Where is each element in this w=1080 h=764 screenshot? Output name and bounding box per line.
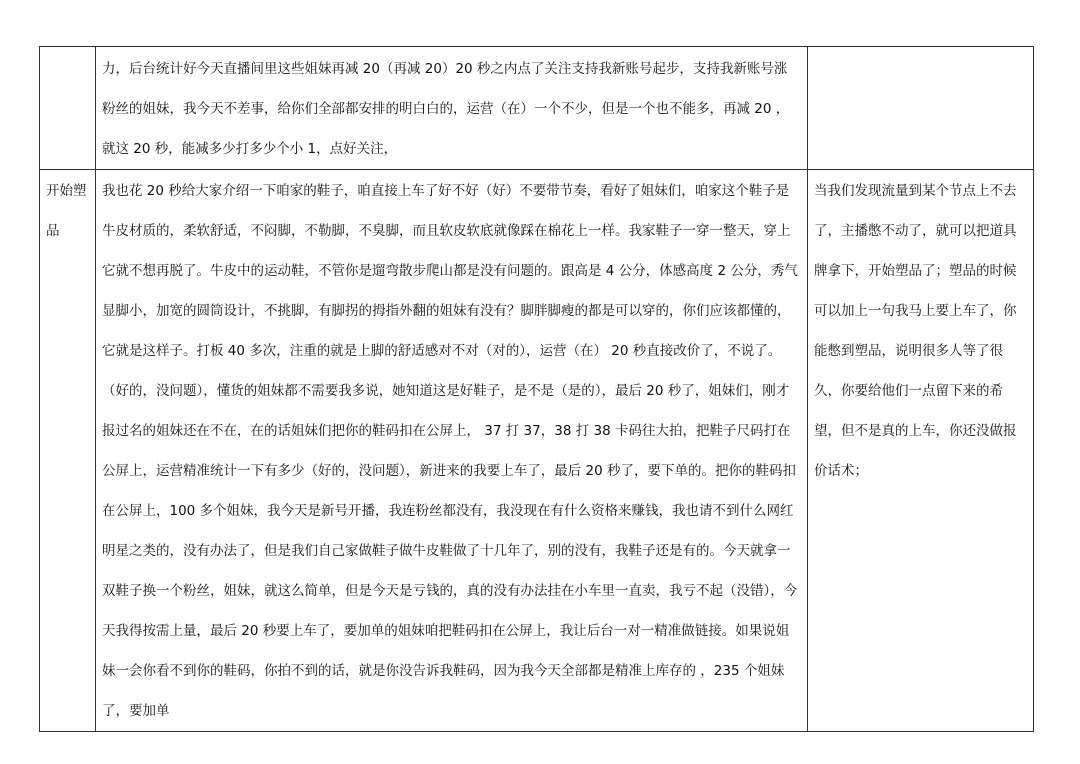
script-cell bbox=[96, 47, 808, 170]
stage-label bbox=[40, 47, 95, 49]
script-text: 力，后台统计好今天直播间里这些姐妹再减 20（再减 20）20 秒之内点了关注支持我新账号起步，支持我新账号涨粉丝的姐妹，我今天不差事，给你们全部都安排的明白白的，运营（在）一个不少，但是一个也不能多，再减 20 ，就这 20 秒，能减多少打多少个小 1，点好关注， bbox=[102, 61, 790, 157]
note-cell bbox=[808, 47, 1034, 170]
note-text bbox=[808, 47, 1033, 49]
script-text: 我也花 20 秒给大家介绍一下咱家的鞋子，咱直接上车了好不好（好）不要带节奏，看好了姐妹们，咱家这个鞋子是牛皮材质的，柔软舒适，不闷脚，不勒脚，不臭脚，而且软皮软底就像踩在棉花上一样。我家鞋子一穿一整天，穿上它就不想再脱了。牛皮中的运动鞋，不管你是遛弯散步爬山都是没有问题的。跟高是 4 公分，体感高度 2 公分，秀气显脚小，加宽的圆筒设计，不挑脚，有脚拐的拇指外翻的姐妹有没有？脚胖脚瘦的都是可以穿的，你们应该都懂的，它就是这样子。打板 40 多次，注重的就是上脚的舒适感对不对（对的），运营（在） 20 秒直接改价了，不说了。（好的，没问题），懂货的姐妹都不需要我多说，她知道这是好鞋子，是不是（是的），最后 20 秒了，姐妹们，刚才报过名的姐妹还在不在，在的话姐妹们把你的鞋码扣在公屏上， 37 打 37，38 打 38 卡码往大拍，把鞋子尺码打在公屏上，运营精准统计一下有多少（好的，没问题），新进来的我要上车了，最后 20 秒了，要下单的。把你的鞋码扣在公屏上，100 多个姐妹，我今天是新号开播，我连粉丝都没有，我没现在有什么资格来赚钱，我也请不到什么网红明星之类的，没有办法了，但是我们自己家做鞋子做牛皮鞋做了十几年了，别的没有，我鞋子还是有的。今天就拿一双鞋子换一个粉丝，姐妹，就这么简单，但是今天是亏钱的，真的没有办法挂在小车里一直卖，我亏不起（没错），今天我得按需上量，最后 20 秒要上车了，要加单的姐妹咱把鞋码扣在公屏上，我让后台一对一精准做链接。如果说姐妹一会你看不到你的鞋码，你拍不到的话，就是你没告诉我鞋码，因为我今天全部都是精准上库存的 ，235 个姐妹了，要加单 bbox=[102, 183, 798, 719]
stage-cell bbox=[40, 47, 96, 170]
stage-cell bbox=[40, 170, 96, 732]
table-row bbox=[40, 170, 1034, 732]
stage-label: 开始塑品 bbox=[46, 183, 87, 239]
note-text: 当我们发现流量到某个节点上不去了，主播憋不动了，就可以把道具牌拿下，开始塑品了；塑品的时候可以加上一句我马上要上车了，你能憋到塑品，说明很多人等了很久，你要给他们一点留下来的希望，但不是真的上车，你还没做报价话术； bbox=[814, 183, 1017, 479]
table-row bbox=[40, 47, 1034, 170]
note-cell bbox=[808, 170, 1034, 732]
script-table bbox=[39, 46, 1034, 732]
script-cell bbox=[96, 170, 808, 732]
